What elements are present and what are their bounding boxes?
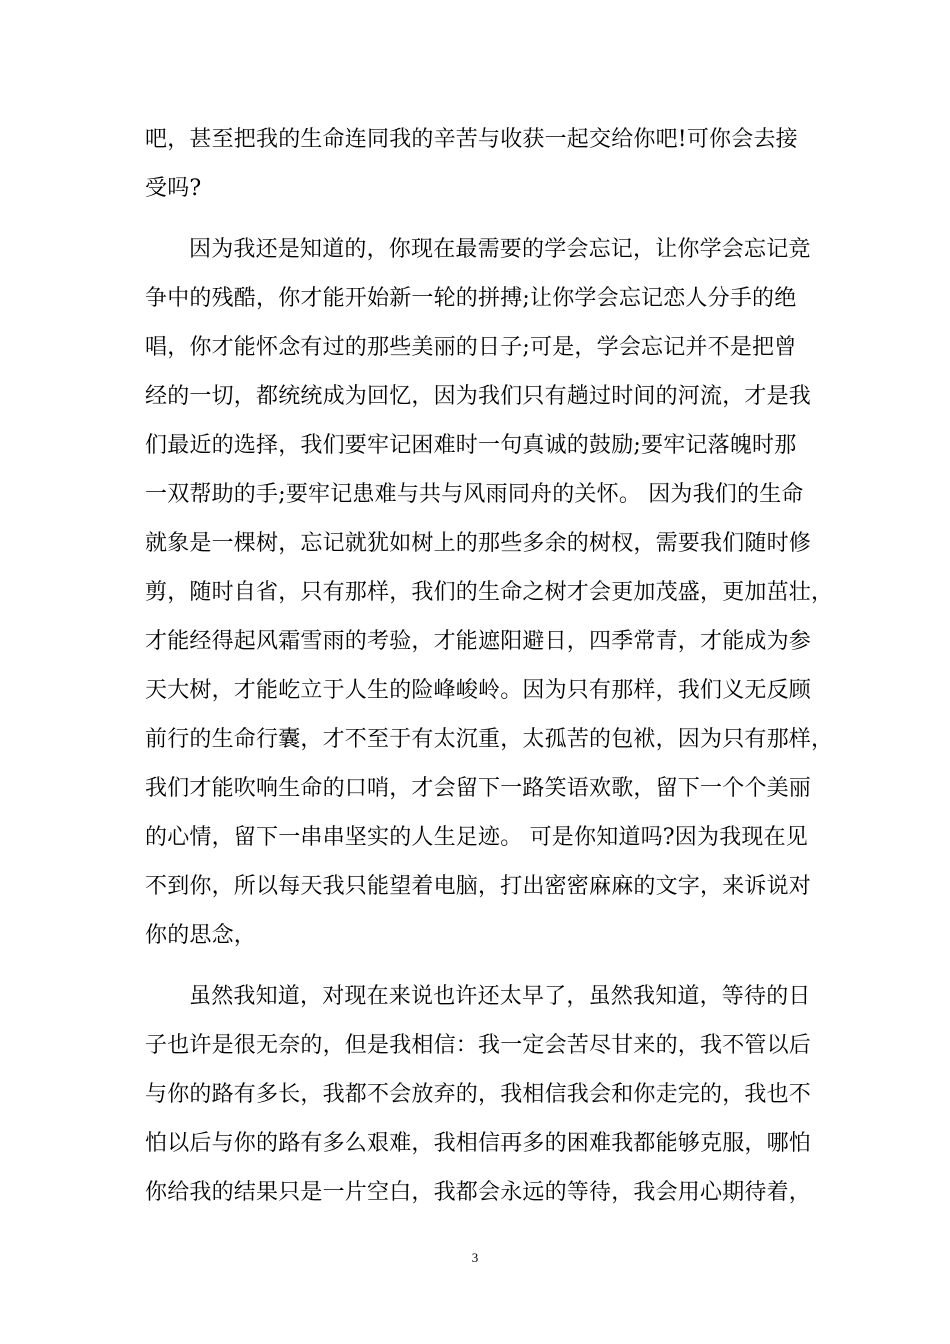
text-line: 与你的路有多长，我都不会放弃的，我相信我会和你走完的，我也不 <box>145 1082 812 1107</box>
text-line: 唱，你才能怀念有过的那些美丽的日子;可是，学会忘记并不是把曾 <box>145 335 797 360</box>
text-line: 的心情，留下一串串坚实的人生足迹。 可是你知道吗?因为我现在见 <box>145 825 808 850</box>
text-line: 子也许是很无奈的，但是我相信：我一定会苦尽甘来的，我不管以后 <box>145 1033 812 1058</box>
text-line: 才能经得起风霜雪雨的考验，才能遮阳避日，四季常青，才能成为参 <box>145 629 812 654</box>
text-line: 争中的残酷，你才能开始新一轮的拼搏;让你学会忘记恋人分手的绝 <box>145 286 797 311</box>
text-line: 你的思念， <box>145 923 257 948</box>
text-line: 就象是一棵树，忘记就犹如树上的那些多余的树杈，需要我们随时修 <box>145 531 812 556</box>
text-line: 剪，随时自省，只有那样，我们的生命之树才会更加茂盛，更加茁壮， <box>145 580 834 605</box>
text-line: 因为我还是知道的，你现在最需要的学会忘记，让你学会忘记竞 <box>189 237 811 262</box>
text-line: 天大树，才能屹立于人生的险峰峻岭。因为只有那样，我们义无反顾 <box>145 678 812 703</box>
text-line: 们最近的选择，我们要牢记困难时一句真诚的鼓励;要牢记落魄时那 <box>145 433 797 458</box>
text-line: 怕以后与你的路有多么艰难，我相信再多的困难我都能够克服，哪怕 <box>145 1131 812 1156</box>
text-line: 吧，甚至把我的生命连同我的辛苦与收获一起交给你吧!可你会去接 <box>145 127 798 152</box>
text-line: 不到你，所以每天我只能望着电脑，打出密密麻麻的文字，来诉说对 <box>145 874 812 899</box>
text-line: 一双帮助的手;要牢记患难与共与风雨同舟的关怀。 因为我们的生命 <box>145 482 804 507</box>
page-number: 3 <box>471 1250 479 1265</box>
text-line: 你给我的结果只是一片空白，我都会永远的等待，我会用心期待着， <box>145 1180 812 1205</box>
text-line: 前行的生命行囊，才不至于有太沉重，太孤苦的包袱，因为只有那样， <box>145 727 834 752</box>
text-line: 受吗? <box>145 176 202 201</box>
text-line: 我们才能吹响生命的口哨，才会留下一路笑语欢歌，留下一个个美丽 <box>145 776 812 801</box>
text-line: 虽然我知道，对现在来说也许还太早了，虽然我知道，等待的日 <box>189 984 811 1009</box>
text-line: 经的一切，都统统成为回忆，因为我们只有趟过时间的河流，才是我 <box>145 384 812 409</box>
body-text <box>145 115 834 1217</box>
